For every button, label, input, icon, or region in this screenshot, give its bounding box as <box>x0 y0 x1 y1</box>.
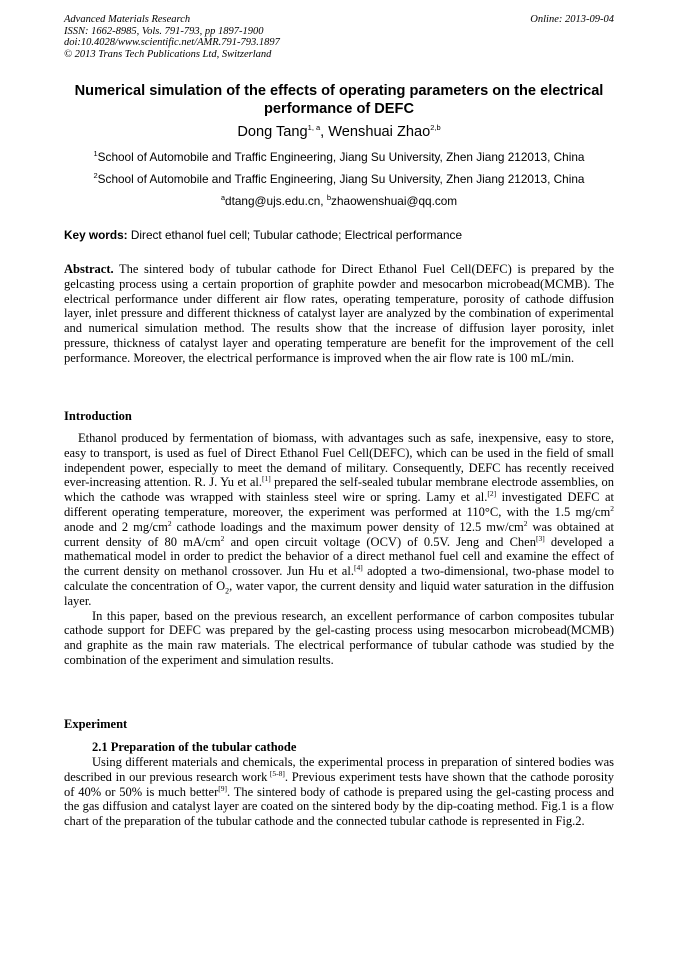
abstract-text: The sintered body of tubular cathode for Direct Ethanol Fuel Cell(DEFC) is prepared by the gelcasting process using a certain proportion of graphite powder and mesocarbon microbead(MCMB). The electrical performance under different air flow rates, operating temperature, porosity of cathode diffusion layer, inlet pressure and different thickness of catalyst layer are analyzed by the combination of experimental and numerical simulation method. The results show that the increase of diffusion layer porosity, inlet pressure, thickness of catalyst layer and operating temperature are benefit for the improvement of the cell performance. Moreover, the electrical performance is improved when the air flow rate is 100 mL/min. <box>64 262 614 365</box>
introduction-heading: Introduction <box>64 409 132 423</box>
email-b-mark: b <box>326 193 332 203</box>
email-line <box>64 194 614 208</box>
experiment-text: . The sintered body of cathode is prepared using the gel-casting process and the gas diffusion and catalyst layer are coated on the sintered body by the dip-coating method. Fig.1 is a flow chart of the preparation of the tubular cathode and the connected tubular cathode is represented in Fig.2. <box>64 784 614 829</box>
author-2-affil: 2,b <box>430 123 441 133</box>
author-1-affil: 1, a <box>307 123 321 133</box>
email-a-mark: a <box>220 193 226 203</box>
intro-paragraph-2: In this paper, based on the previous research, an excellent performance of carbon composites tubular cathode support for DEFC was prepared by the gel-casting process using mesocarbon microbead(MCMB) and graphite as the main raw materials. The electrical performance of tubular cathode was studied by the combination of the experiment and simulation results. <box>64 608 614 667</box>
affiliation-1-mark: 1 <box>93 149 98 159</box>
abstract <box>64 262 614 366</box>
affiliation-2-mark: 2 <box>93 171 98 181</box>
introduction-body <box>64 431 614 668</box>
affiliation-2-text: School of Automobile and Traffic Engineering, Jiang Su University, Zhen Jiang 212013, China <box>97 172 585 186</box>
experiment-heading: Experiment <box>64 717 128 731</box>
email-b: zhaowenshuai@qq.com <box>331 194 458 208</box>
intro-text: prepared the self-sealed tubular membrane electrode assemblies, on which the cathode was wrapped with stainless steel wire or spring. Lamy et al. <box>64 475 614 505</box>
citation: [5-8] <box>267 768 285 778</box>
intro-text: adopted a two-dimensional, two-phase model to calculate the concentration of O <box>64 564 614 593</box>
author-line <box>64 123 614 141</box>
keywords-label: Key words: <box>64 228 128 242</box>
intro-text: developed a mathematical model in order to predict the behavior of a direct methanol fuel cell and examine the effect of the current density on methanol crossover. Jun Hu et al. <box>64 534 614 579</box>
experiment-paragraph-1 <box>64 755 614 829</box>
author-2: Wenshuai Zhao <box>328 124 431 140</box>
citation: [3] <box>535 533 545 543</box>
author-separator: , <box>320 124 329 140</box>
email-a: dtang@ujs.edu.cn, <box>225 194 327 208</box>
intro-text: Ethanol produced by fermentation of biomass, with advantages such as safe, inexpensive, easy to store, easy to transport, is used as fuel of Direct Ethanol Fuel Cell(DEFC), which can be used in the field of small independent power, especially to meet the demand of military. Consequently, DEFC has recently received ever-increasing attention. R. J. Yu et al. <box>64 431 614 490</box>
journal-header <box>64 14 404 60</box>
intro-text: and open circuit voltage (OCV) of 0.5V. Jeng and Chen <box>224 534 536 549</box>
superscript: 2 <box>610 503 614 513</box>
journal-name: Advanced Materials Research <box>64 14 191 25</box>
experiment-body <box>64 755 614 829</box>
copyright-line: © 2013 Trans Tech Publications Ltd, Switzerland <box>64 48 272 60</box>
keywords <box>64 228 614 242</box>
subscript: 2 <box>225 586 230 596</box>
superscript: 2 <box>523 518 528 528</box>
intro-paragraph-1 <box>64 431 614 609</box>
paper-title: Numerical simulation of the effects of operating parameters on the electrical performance of DEFC <box>74 83 604 117</box>
affiliation-1-text: School of Automobile and Traffic Engineering, Jiang Su University, Zhen Jiang 212013, China <box>97 150 585 164</box>
affiliation-1 <box>64 150 614 164</box>
superscript: 2 <box>167 518 172 528</box>
intro-text: , water vapor, the current density and liquid water saturation in the diffusion layer. <box>64 578 614 608</box>
citation: [9] <box>218 783 227 793</box>
intro-text: anode and 2 mg/cm <box>64 519 168 534</box>
superscript: 2 <box>220 533 225 543</box>
experiment-subheading: 2.1 Preparation of the tubular cathode <box>92 740 297 754</box>
affiliation-2 <box>64 172 614 186</box>
citation: [2] <box>487 489 497 499</box>
intro-text: investigated DEFC at different operating temperature, moreover, the experiment was performed at 110°C, with the 1.5 mg/cm <box>64 490 614 519</box>
experiment-text: Using different materials and chemicals, the experimental process in preparation of sintered bodies was described in our previous research work <box>64 755 614 784</box>
author-1: Dong Tang <box>237 124 308 140</box>
doi-line: doi:10.4028/www.scientific.net/AMR.791-793.1897 <box>64 37 280 49</box>
experiment-text: . Previous experiment tests have shown that the cathode porosity of 40% or 50% is much better <box>64 769 614 799</box>
keywords-text: Direct ethanol fuel cell; Tubular cathode; Electrical performance <box>127 228 463 242</box>
issn-line: ISSN: 1662-8985, Vols. 791-793, pp 1897-1900 <box>64 25 264 37</box>
intro-text: was obtained at current density of 80 mA/cm <box>64 519 614 549</box>
citation: [4] <box>353 563 363 573</box>
abstract-label: Abstract. <box>64 262 114 276</box>
intro-text: cathode loadings and the maximum power density of 12.5 mw/cm <box>171 519 524 534</box>
online-date: Online: 2013-09-04 <box>530 14 614 25</box>
citation: [1] <box>262 474 271 484</box>
